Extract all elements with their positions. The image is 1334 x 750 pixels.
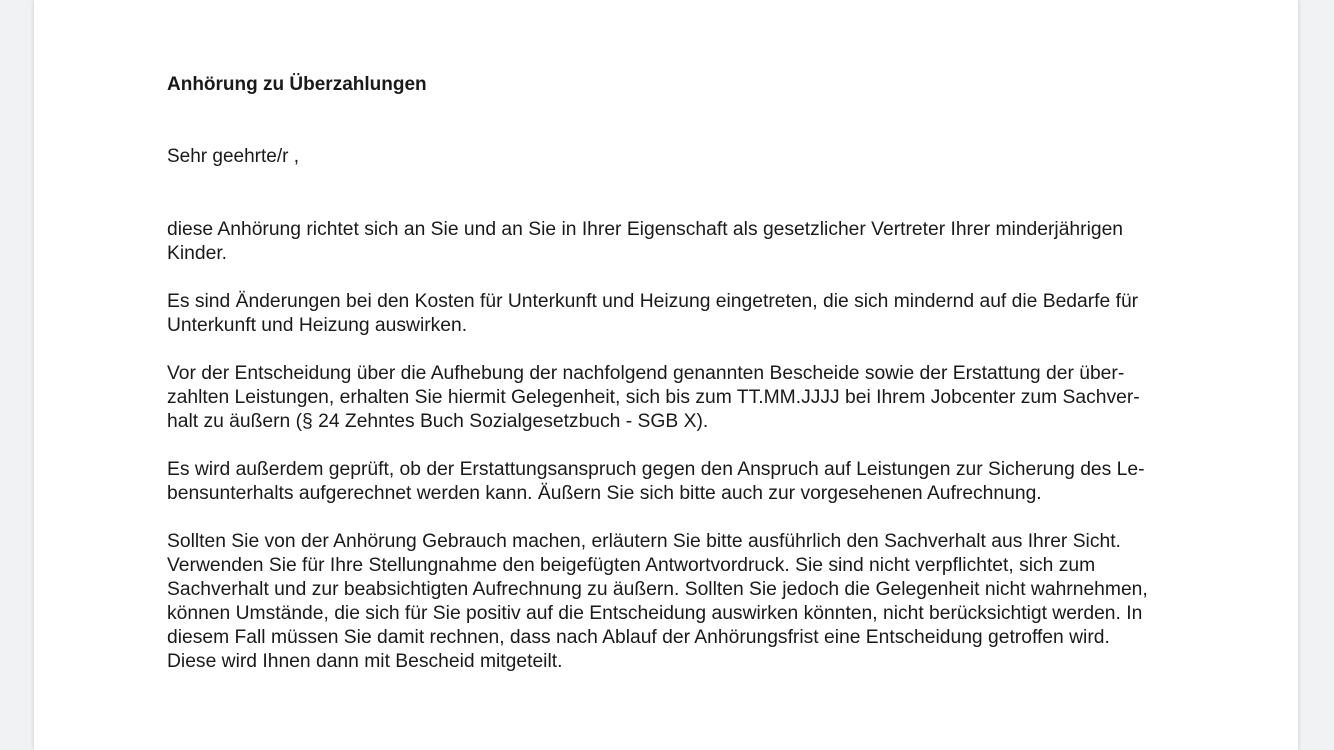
text-line: können Umstände, die sich für Sie positiv auf die Entscheidung auswirken könnten, nicht berücksichtigt werden. In <box>167 603 1143 624</box>
text-line: Es sind Änderungen bei den Kosten für Unterkunft und Heizung eingetreten, die sich mindernd auf die Bedarfe für <box>167 291 1139 312</box>
text-line: Diese wird Ihnen dann mit Bescheid mitgeteilt. <box>167 651 563 672</box>
document-page <box>34 0 1298 750</box>
salutation: Sehr geehrte/r , <box>167 146 300 167</box>
text-line: bensunterhalts aufgerechnet werden kann. Äußern Sie sich bitte auch zur vorgesehenen Aufrechnung. <box>167 483 1042 504</box>
text-line: Kinder. <box>167 243 228 264</box>
text-line: Sollten Sie von der Anhörung Gebrauch machen, erläutern Sie bitte ausführlich den Sachverhalt aus Ihrer Sicht. <box>167 531 1121 552</box>
text-line: diesem Fall müssen Sie damit rechnen, dass nach Ablauf der Anhörungsfrist eine Entscheidung getroffen wird. <box>167 627 1110 648</box>
text-line: zahlten Leistungen, erhalten Sie hiermit Gelegenheit, sich bis zum TT.MM.JJJJ bei Ihrem Jobcenter zum Sachver- <box>167 387 1140 408</box>
document-title: Anhörung zu Überzahlungen <box>167 74 427 95</box>
text-line: Unterkunft und Heizung auswirken. <box>167 315 468 336</box>
paragraph-changes <box>167 290 1138 338</box>
text-line: Es wird außerdem geprüft, ob der Erstattungsanspruch gegen den Anspruch auf Leistungen zur Sicherung des Le- <box>167 459 1145 480</box>
paragraph-hearing-deadline <box>167 362 1140 434</box>
paragraph-addressees <box>167 218 1123 266</box>
text-line: halt zu äußern (§ 24 Zehntes Buch Sozialgesetzbuch - SGB X). <box>167 411 709 432</box>
paragraph-instructions <box>167 530 1148 674</box>
paragraph-offsetting <box>167 458 1145 506</box>
text-line: Vor der Entscheidung über die Aufhebung der nachfolgend genannten Bescheide sowie der Erstattung der über- <box>167 363 1125 384</box>
text-line: Sachverhalt und zur beabsichtigten Aufrechnung zu äußern. Sollten Sie jedoch die Gelegenheit nicht wahrnehmen, <box>167 579 1148 600</box>
text-line: Verwenden Sie für Ihre Stellungnahme den beigefügten Antwortvordruck. Sie sind nicht verpflichtet, sich zum <box>167 555 1096 576</box>
text-line: diese Anhörung richtet sich an Sie und an Sie in Ihrer Eigenschaft als gesetzlicher Vertreter Ihrer minderjährigen <box>167 219 1124 240</box>
